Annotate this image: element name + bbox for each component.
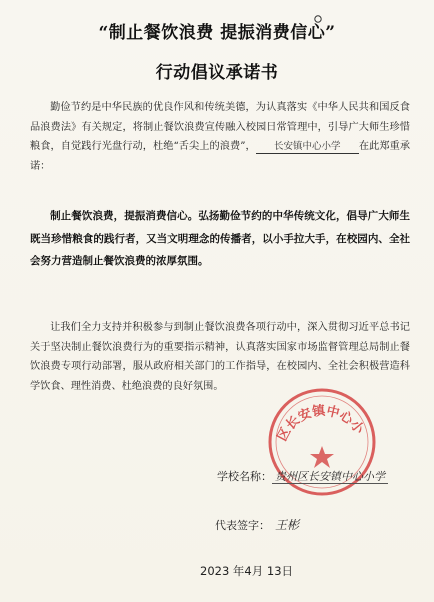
official-seal-icon [262, 382, 382, 502]
paragraph-commitment-text: 制止餐饮浪费，提振消费信心。弘扬勤俭节约的中华传统文化，倡导广大师生既当珍惜粮食的践行者，又当文明理念的传播者，以小手拉大手，在校园内、全社会努力营造制止餐饮浪费的浓厚氛围。 [30, 210, 410, 267]
document-subtitle: 行动倡议承诺书 [155, 63, 279, 83]
representative-signature: 王彬 [275, 518, 300, 532]
paragraph-intro-tail: 在此郑重承诺： [30, 141, 411, 172]
school-name-handwritten: 贵州区长安镇中心小学 [272, 470, 388, 484]
representative-label: 代表签字： [215, 519, 270, 532]
representative-signature-row [215, 516, 302, 533]
paragraph-intro-text: 勤俭节约是中华民族的优良作风和传统美德，为认真落实《中华人民共和国反食品浪费法》有关规定，将制止餐饮浪费宣传融入校园日常管理中，引导广大师生珍惜粮食，自觉践行光盘行动，杜绝“舌尖上的浪费”， [30, 102, 410, 152]
paragraph-commitment [30, 205, 410, 273]
school-signature-row [217, 468, 388, 484]
svg-text:区长安镇中心小: 区长安镇中心小 [274, 403, 367, 444]
paragraph-action-text: 让我们全力支持并积极参与到制止餐饮浪费各项行动中，深入贯彻习近平总书记关于坚决制止餐饮浪费行为的重要指示精神，认真落实国家市场监督管理总局制止餐饮浪费专项行动部署，服从政府相关部门的工作指导，在校园内、全社会积极营造科学饮食、理性消费、杜绝浪费的良好氛围。 [30, 322, 410, 392]
document-title: “制止餐饮浪费 提振消费信心” [98, 23, 336, 43]
paragraph-action [30, 318, 410, 396]
school-name-label: 学校名称： [217, 470, 272, 483]
signing-date: 2023 年4月 13日 [200, 564, 294, 578]
school-name-blank: 长安镇中心小学 [256, 140, 359, 154]
paragraph-intro [30, 98, 410, 176]
